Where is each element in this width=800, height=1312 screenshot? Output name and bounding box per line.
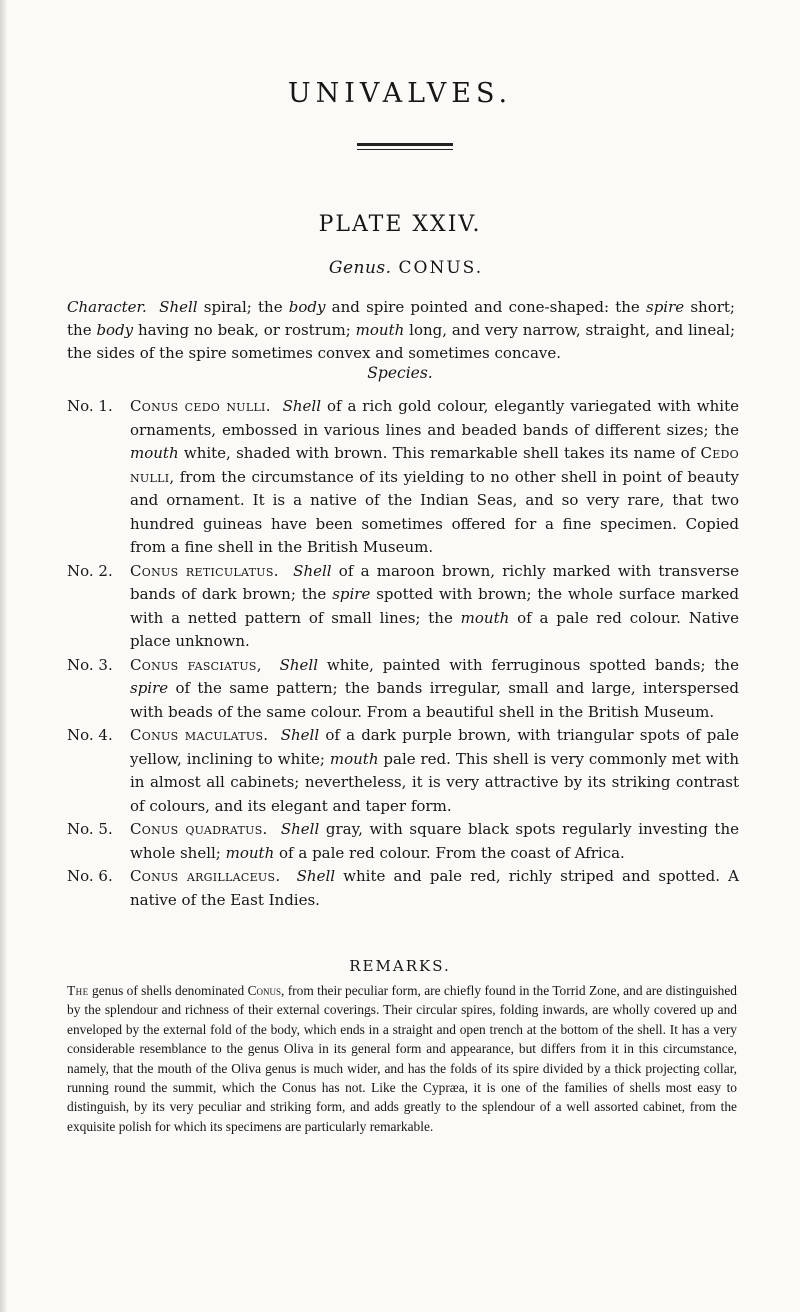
- species-term: spire: [332, 585, 371, 603]
- species-heading: Species.: [367, 364, 433, 382]
- genus-name: CONUS.: [398, 258, 484, 278]
- species-term: mouth: [329, 749, 379, 768]
- species-text: of a pale red colour. From the coast of Africa.: [274, 843, 625, 862]
- species-term: mouth: [225, 843, 275, 862]
- species-term: Shell: [296, 867, 336, 885]
- species-name: Conus cedo nulli.: [130, 397, 271, 415]
- species-term: spire: [130, 679, 169, 697]
- genus-heading: [0, 258, 800, 278]
- character-text: having no beak, or rostrum;: [133, 321, 356, 339]
- species-text: pale red. This shell is very commonly met with in almost all cabinets; nevertheless, it is very attractive by its striking contrast of colours, and its elegant and taper form.: [130, 749, 739, 815]
- character-paragraph: [67, 296, 735, 365]
- species-term: mouth: [130, 444, 179, 462]
- species-text: of a rich gold colour, elegantly variegated with white ornaments, embossed in various lines and beaded bands of different sizes; the: [130, 397, 739, 439]
- species-name: Conus quadratus.: [130, 820, 268, 838]
- species-name: Conus maculatus.: [130, 726, 269, 744]
- species-number: No. 2.: [67, 561, 113, 580]
- species-entry-6: [67, 865, 739, 912]
- character-text: spiral; the: [197, 298, 289, 316]
- species-name-inline: Cedo nulli: [130, 444, 739, 486]
- character-text: long, and very narrow, straight, and lineal; the sides of the spire sometimes convex and sometimes concave.: [67, 321, 735, 362]
- character-term: spire: [646, 298, 685, 316]
- species-number: No. 3.: [67, 655, 113, 674]
- species-list: [67, 395, 739, 912]
- page-spine-shadow: [0, 0, 7, 1312]
- species-term: Shell: [280, 820, 320, 838]
- species-term: Shell: [280, 726, 320, 744]
- species-text: spotted with brown; the whole surface marked with a netted pattern of small lines; the: [130, 585, 740, 627]
- species-entry-5: [67, 818, 739, 865]
- character-term: body: [288, 298, 326, 316]
- species-text: white, shaded with brown. This remarkable shell takes its name of: [178, 444, 701, 462]
- genus-label: Genus.: [328, 258, 392, 278]
- title-rule-thick: [357, 143, 453, 146]
- character-text: and spire pointed and cone-shaped: the: [325, 298, 646, 316]
- plate-title: PLATE XXIV.: [318, 212, 482, 237]
- character-term: body: [96, 321, 134, 339]
- species-name: Conus fasciatus,: [130, 655, 262, 674]
- species-term: mouth: [460, 608, 510, 627]
- species-number: No. 5.: [67, 820, 113, 838]
- section-title: UNIVALVES.: [287, 78, 513, 109]
- species-entry-3: [67, 654, 739, 725]
- species-text: , from the circumstance of its yielding to no other shell in point of beauty and ornament. It is a native of the Indian Seas, and so very rare, that two hundred guineas have been sometimes offered for a fine specimen. Copied from a fine shell in the British Museum.: [130, 467, 739, 556]
- species-text: white, painted with ferruginous spotted bands; the: [318, 655, 739, 674]
- remarks-heading: REMARKS.: [349, 957, 451, 975]
- species-name: Conus argillaceus.: [130, 867, 281, 885]
- character-term: Shell: [159, 298, 198, 316]
- species-entry-4: [67, 724, 739, 818]
- species-entry-2: [67, 560, 739, 654]
- character-label: Character.: [67, 298, 147, 316]
- species-number: No. 4.: [67, 726, 113, 744]
- species-text: white and pale red, richly striped and spotted. A native of the East Indies.: [130, 867, 739, 909]
- species-number: No. 6.: [67, 867, 113, 885]
- remarks-text: , from their peculiar form, are chiefly found in the Torrid Zone, and are distinguished by the splendour and richness of their external coverings. Their circular spires, folding inwards, are wholly covered up and enveloped by the external fold of the body, which ends in a straight and open trench at the bottom of the shell. It has a very considerable resemblance to the genus Oliva in its general form and appearance, but differs from it in this circumstance, namely, that the mouth of the Oliva genus is much wider, and has the folds of its spire divided by a thick projecting collar, running round the summit, which the Conus has not. Like the Cypræa, it is one of the families of shells most easy to distinguish, by its very peculiar and striking form, and adds greatly to the splendour of a well assorted cabinet, from the exquisite polish for which its specimens are particularly remarkable.: [67, 983, 737, 1134]
- remarks-paragraph: [67, 981, 737, 1136]
- character-text: short; the: [67, 298, 735, 339]
- species-term: Shell: [279, 655, 319, 674]
- title-rule-thin: [357, 149, 453, 150]
- species-term: Shell: [282, 397, 322, 415]
- species-text: of a maroon brown, richly marked with transverse bands of dark brown; the: [130, 561, 739, 603]
- species-text: of the same pattern; the bands irregular, small and large, interspersed with beads of the same colour. From a beautiful shell in the British Museum.: [130, 679, 739, 721]
- species-entry-1: [67, 395, 739, 560]
- species-text: of a dark purple brown, with triangular spots of pale yellow, inclining to white;: [130, 726, 739, 768]
- species-name: Conus reticulatus.: [130, 561, 279, 580]
- remarks-lead-word: The: [67, 983, 89, 998]
- remarks-text: genus of shells denominated: [88, 983, 248, 998]
- remarks-genus-name: Conus: [247, 983, 281, 998]
- character-term: mouth: [355, 321, 405, 339]
- species-number: No. 1.: [67, 397, 113, 415]
- species-text: of a pale red colour. Native place unknown.: [130, 608, 739, 650]
- species-term: Shell: [293, 561, 332, 580]
- species-text: gray, with square black spots regularly investing the whole shell;: [130, 820, 739, 862]
